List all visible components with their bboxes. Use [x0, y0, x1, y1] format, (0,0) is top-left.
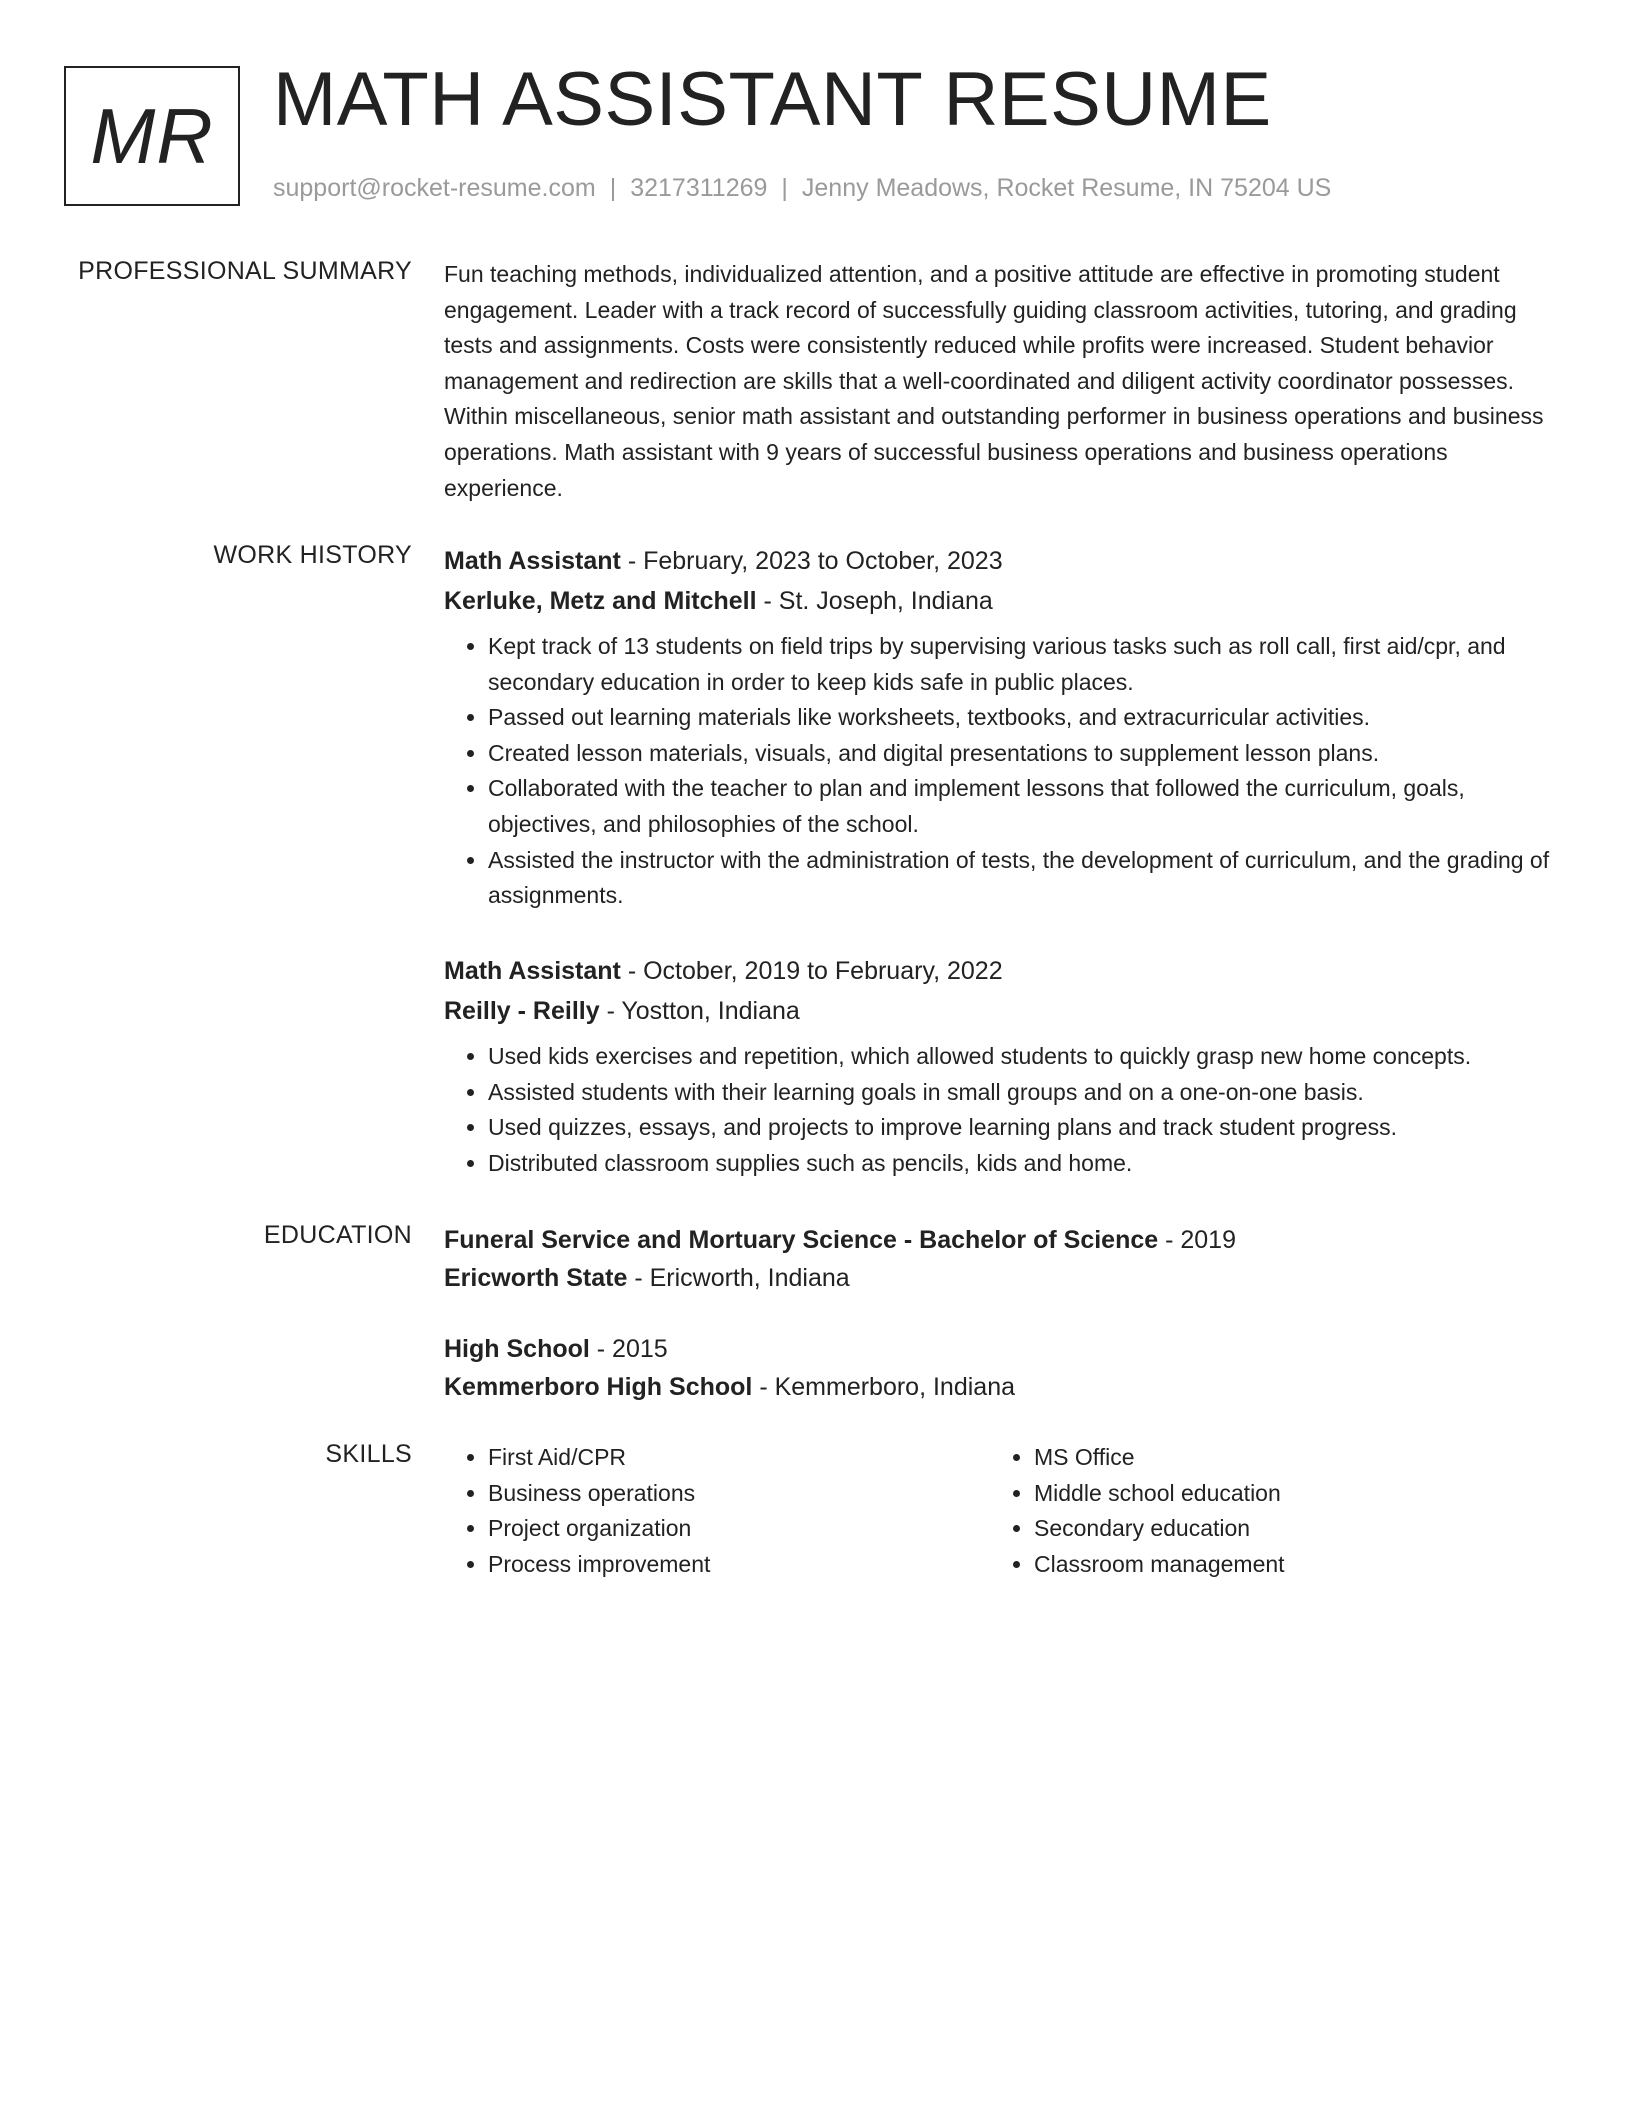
monogram-box	[64, 66, 240, 206]
education-degree-line	[444, 1330, 1015, 1368]
education-year: - 2015	[589, 1335, 668, 1363]
contact-separator: |	[609, 174, 617, 202]
contact-separator: |	[781, 174, 788, 202]
job-dates: - October, 2019 to February, 2022	[620, 957, 1003, 985]
education-degree: High School	[444, 1335, 590, 1363]
skill-item: • Classroom management	[1034, 1547, 1536, 1583]
skill-item: • Middle school education	[1034, 1476, 1536, 1512]
job-bullet: • Created lesson materials, visuals, and digital presentations to supplement lesson plans.	[488, 736, 1562, 772]
education-year: - 2019	[1158, 1226, 1236, 1254]
section-title-skills: SKILLS	[325, 1440, 412, 1468]
education-location: - Kemmerboro, Indiana	[752, 1373, 1015, 1401]
job-bullet: • Assisted students with their learning goals in small groups and on a one-on-one basis.	[488, 1075, 1562, 1111]
section-title-education: EDUCATION	[263, 1221, 412, 1249]
job-entry	[444, 541, 1562, 914]
contact-line	[273, 174, 1331, 203]
job-bullet: • Distributed classroom supplies such as pencils, kids and home.	[488, 1146, 1562, 1182]
skills-columns	[444, 1440, 1562, 1582]
job-title-line	[444, 951, 1562, 991]
job-company-line	[444, 991, 1562, 1031]
education-entry	[444, 1330, 1015, 1406]
education-school: Ericworth State	[444, 1264, 628, 1292]
monogram-initials: MR	[90, 91, 214, 180]
job-dates: - February, 2023 to October, 2023	[620, 547, 1003, 575]
section-title-work-history: WORK HISTORY	[213, 541, 412, 569]
job-role: Math Assistant	[444, 547, 621, 575]
job-role: Math Assistant	[444, 957, 621, 985]
job-bullet: • Used quizzes, essays, and projects to improve learning plans and track student progress.	[488, 1110, 1562, 1146]
skill-item: • MS Office	[1034, 1440, 1536, 1476]
skill-item: • Project organization	[488, 1511, 990, 1547]
skills-list-left	[444, 1440, 990, 1582]
education-degree-line	[444, 1221, 1562, 1259]
job-entry	[444, 951, 1562, 1181]
skill-item: • Business operations	[488, 1476, 990, 1512]
summary-text: Fun teaching methods, individualized attention, and a positive attitude are effective in promoting student engagement. Leader with a track record of successfully guiding classroom activities, tutoring, and grading tests and assignments. Costs were consistently reduced while profits were increased. Student behavior management and redirection are skills that a well-coordinated and diligent activity coordinator possesses. Within miscellaneous, senior math assistant and outstanding performer in business operations and business operations. Math assistant with 9 years of successful business operations and business operations experience.	[444, 261, 1544, 501]
job-bullets	[444, 1039, 1562, 1181]
section-title-summary: PROFESSIONAL SUMMARY	[78, 257, 412, 285]
education-location: - Ericworth, Indiana	[627, 1264, 850, 1292]
job-bullet: • Collaborated with the teacher to plan and implement lessons that followed the curriculum, goals, objectives, and philosophies of the school.	[488, 771, 1562, 842]
education-school: Kemmerboro High School	[444, 1373, 753, 1401]
contact-phone: 3217311269	[630, 174, 768, 202]
job-bullet: • Used kids exercises and repetition, which allowed students to quickly grasp new home concepts.	[488, 1039, 1562, 1075]
education-school-line	[444, 1368, 1015, 1406]
job-location: - St. Joseph, Indiana	[756, 587, 993, 615]
job-bullet: • Assisted the instructor with the administration of tests, the development of curriculum, and the grading of assignments.	[488, 843, 1562, 914]
contact-email: support@rocket-resume.com	[273, 174, 596, 202]
job-bullets	[444, 629, 1562, 914]
skill-item: • Process improvement	[488, 1547, 990, 1583]
job-company-line	[444, 581, 1562, 621]
job-bullet: • Passed out learning materials like worksheets, textbooks, and extracurricular activities.	[488, 700, 1562, 736]
skills-list-right	[990, 1440, 1536, 1582]
job-company: Kerluke, Metz and Mitchell	[444, 587, 757, 615]
job-location: - Yostton, Indiana	[599, 997, 800, 1025]
job-company: Reilly - Reilly	[444, 997, 600, 1025]
resume-title: MATH ASSISTANT RESUME	[273, 57, 1272, 142]
job-bullet: • Kept track of 13 students on field trips by supervising various tasks such as roll call, first aid/cpr, and secondary education in order to keep kids safe in public places.	[488, 629, 1562, 700]
education-degree: Funeral Service and Mortuary Science - Bachelor of Science	[444, 1226, 1159, 1254]
education-school-line	[444, 1259, 1562, 1297]
skill-item: • Secondary education	[1034, 1511, 1536, 1547]
contact-address: Jenny Meadows, Rocket Resume, IN 75204 US	[801, 174, 1332, 202]
education-entry	[444, 1221, 1562, 1297]
job-title-line	[444, 541, 1562, 581]
skill-item: • First Aid/CPR	[488, 1440, 990, 1476]
